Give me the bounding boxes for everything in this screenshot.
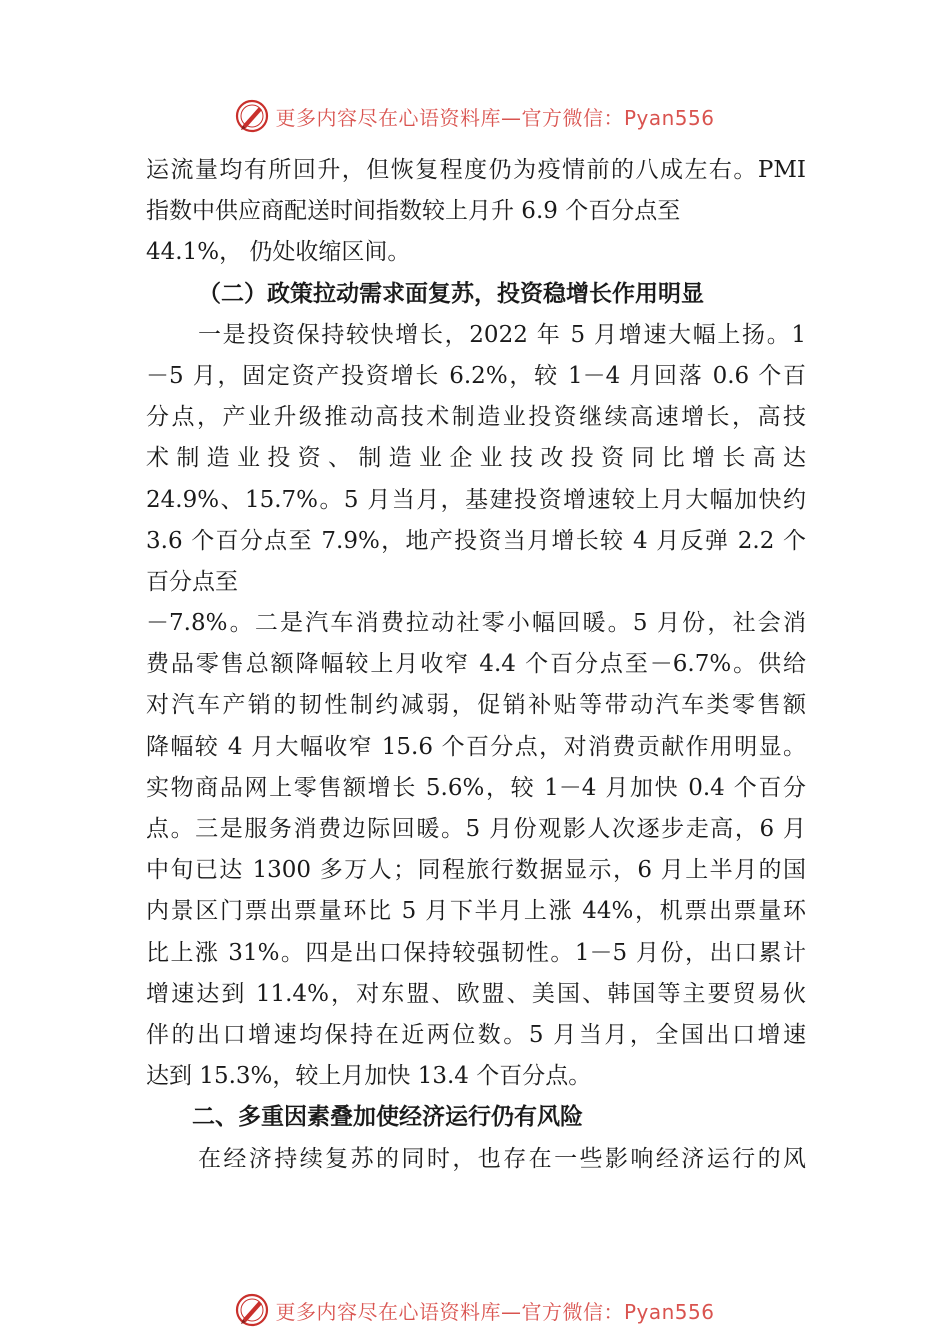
paragraph-line: 44.1%， 仍处收缩区间。 — [146, 239, 411, 266]
paragraph-line: 实物商品网上零售额增长 5.6%，较 1－4 月加快 0.4 个百分 — [146, 774, 806, 801]
paragraph-line: 对汽车产销的韧性制约减弱，促销补贴等带动汽车类零售额 — [146, 692, 806, 719]
paragraph-line: 指数中供应商配送时间指数较上月升 6.9 个百分点至 — [146, 198, 681, 225]
paragraph-line: 分点，产业升级推动高技术制造业投资继续高速增长，高技 — [146, 404, 806, 431]
paragraph-line: 比上涨 31%。四是出口保持较强韧性。1－5 月份，出口累计 — [146, 939, 806, 966]
paragraph-line: 运流量均有所回升，但恢复程度仍为疫情前的八成左右。PMI — [146, 157, 806, 183]
paragraph-line: 降幅较 4 月大幅收窄 15.6 个百分点，对消费贡献作用明显。 — [146, 733, 806, 760]
pen-logo-icon — [235, 1293, 269, 1327]
paragraph-line: 在经济持续复苏的同时，也存在一些影响经济运行的风 — [198, 1145, 806, 1172]
paragraph-line: 伴的出口增速均保持在近两位数。5 月当月，全国出口增速 — [146, 1021, 806, 1048]
paragraph-line: －7.8%。二是汽车消费拉动社零小幅回暖。5 月份，社会消 — [146, 610, 806, 637]
document-body — [146, 150, 806, 1180]
paragraph-line: 费品零售总额降幅较上月收窄 4.4 个百分点至－6.7%。供给 — [146, 651, 806, 678]
paragraph-line: 3.6 个百分点至 7.9%，地产投资当月增长较 4 月反弹 2.2 个 — [146, 527, 806, 554]
header-banner — [0, 96, 950, 136]
paragraph-line: 百分点至 — [146, 568, 238, 595]
paragraph-line: 内景区门票出票量环比 5 月下半月上涨 44%，机票出票量环 — [146, 898, 806, 925]
section-subheading: （二）政策拉动需求面复苏，投资稳增长作用明显 — [198, 280, 704, 307]
section-heading: 二、多重因素叠加使经济运行仍有风险 — [192, 1104, 583, 1131]
paragraph-line: 24.9%、15.7%。5 月当月，基建投资增速较上月大幅加快约 — [146, 486, 806, 513]
paragraph-line: 达到 15.3%，较上月加快 13.4 个百分点。 — [146, 1063, 592, 1090]
paragraph-line: 术制造业投资、制造业企业技改投资同比增长高达 — [146, 445, 806, 472]
paragraph-line: 点。三是服务消费边际回暖。5 月份观影人次逐步走高，6 月 — [146, 816, 806, 842]
footer-banner — [0, 1290, 950, 1330]
paragraph-line: －5 月，固定资产投资增长 6.2%，较 1－4 月回落 0.6 个百 — [146, 362, 806, 389]
paragraph-line: 增速达到 11.4%，对东盟、欧盟、美国、韩国等主要贸易伙 — [146, 980, 806, 1007]
pen-logo-icon — [235, 99, 269, 133]
banner-text: 更多内容尽在心语资料库—官方微信：Pyan556 — [275, 1299, 715, 1324]
banner-text: 更多内容尽在心语资料库—官方微信：Pyan556 — [275, 105, 715, 130]
paragraph-line: 中旬已达 1300 多万人；同程旅行数据显示，6 月上半月的国 — [146, 857, 806, 884]
paragraph-line: 一是投资保持较快增长，2022 年 5 月增速大幅上扬。1 — [198, 321, 806, 348]
